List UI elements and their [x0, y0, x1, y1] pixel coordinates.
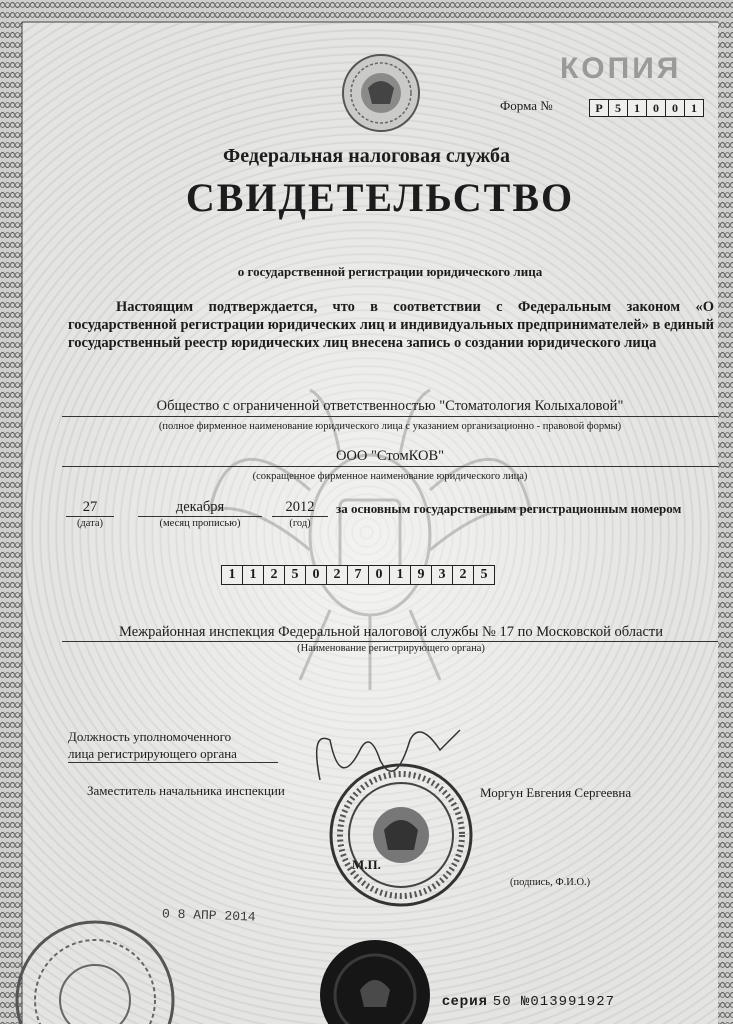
ogrn-digit: 5 [473, 565, 495, 585]
authority-name: Межрайонная инспекция Федеральной налоговой службы № 17 по Московской области [119, 624, 663, 640]
seal-label: М.П. [352, 857, 381, 872]
form-digit: Р [589, 99, 609, 117]
registration-year: 2012 [285, 499, 315, 515]
registration-month: декабря [175, 499, 225, 515]
date-stamp: 0 8 АПР 2014 [161, 906, 256, 925]
month-caption: (месяц прописью) [159, 518, 241, 529]
form-number-label: Форма № [500, 98, 553, 113]
ogrn-digit: 2 [326, 565, 348, 585]
emblem-icon [340, 52, 422, 134]
registration-number-boxes [222, 565, 495, 585]
position-label-underline [68, 762, 278, 763]
form-digit: 1 [684, 99, 704, 117]
series-number: 50 №013991927 [492, 994, 616, 1010]
position-label-line2: лица регистрирующего органа [68, 746, 237, 761]
document-title: СВИДЕТЕЛЬСТВО [185, 175, 575, 220]
ogrn-digit: 1 [242, 565, 264, 585]
ogrn-digit: 1 [389, 565, 411, 585]
ogrn-digit: 9 [410, 565, 432, 585]
entity-full-name-caption: (полное фирменное наименование юридического лица с указанием организационно - правовой формы) [158, 421, 622, 432]
form-digit: 1 [627, 99, 647, 117]
registration-day: 27 [82, 499, 98, 515]
form-digit: 5 [608, 99, 628, 117]
ogrn-digit: 3 [431, 565, 453, 585]
day-underline [66, 516, 114, 517]
year-underline [272, 516, 328, 517]
series-label: серия [442, 992, 488, 1008]
signatory-position: Заместитель начальника инспекции [87, 783, 285, 798]
position-label-line1: Должность уполномоченного [68, 729, 232, 744]
month-underline [138, 516, 262, 517]
form-number-boxes [590, 99, 704, 117]
ogrn-digit: 2 [263, 565, 285, 585]
form-digit: 0 [646, 99, 666, 117]
certificate-series [442, 992, 615, 1010]
agency-name: Федеральная налоговая служба [223, 145, 510, 167]
authority-caption: (Наименование регистрирующего органа) [297, 643, 485, 654]
copy-stamp: КОПИЯ [560, 52, 682, 85]
entity-short-name: ООО "СтомКОВ" [335, 448, 445, 464]
ogrn-digit: 0 [368, 565, 390, 585]
full-name-underline [62, 416, 718, 417]
entity-full-name: Общество с ограниченной ответственностью "Стоматология Колыхаловой" [156, 398, 624, 414]
official-seal-icon [326, 760, 476, 910]
short-name-underline [62, 466, 718, 467]
notary-seal-icon [10, 905, 180, 1024]
entity-short-name-caption: (сокращенное фирменное наименование юридического лица) [252, 471, 528, 482]
confirmation-paragraph: Настоящим подтверждается, что в соответствии с Федеральным законом «О государственной регистрации юридических лиц и индивидуальных предпринимателей» в единый государственный реестр юридических лиц внесена запись о создании юридического лица [68, 299, 714, 351]
ogrn-digit: 5 [284, 565, 306, 585]
signature-caption: (подпись, Ф.И.О.) [510, 877, 591, 888]
signatory-name: Моргун Евгения Сергеевна [480, 785, 632, 800]
document-subtitle: о государственной регистрации юридического лица [237, 264, 543, 279]
hologram-icon [320, 935, 430, 1024]
day-caption: (дата) [76, 518, 104, 529]
registration-number-label: за основным государственным регистрационным номером [336, 501, 682, 516]
authority-underline [62, 641, 718, 642]
ogrn-digit: 1 [221, 565, 243, 585]
year-caption: (год) [289, 518, 311, 529]
ogrn-digit: 0 [305, 565, 327, 585]
form-digit: 0 [665, 99, 685, 117]
ogrn-digit: 7 [347, 565, 369, 585]
ogrn-digit: 2 [452, 565, 474, 585]
